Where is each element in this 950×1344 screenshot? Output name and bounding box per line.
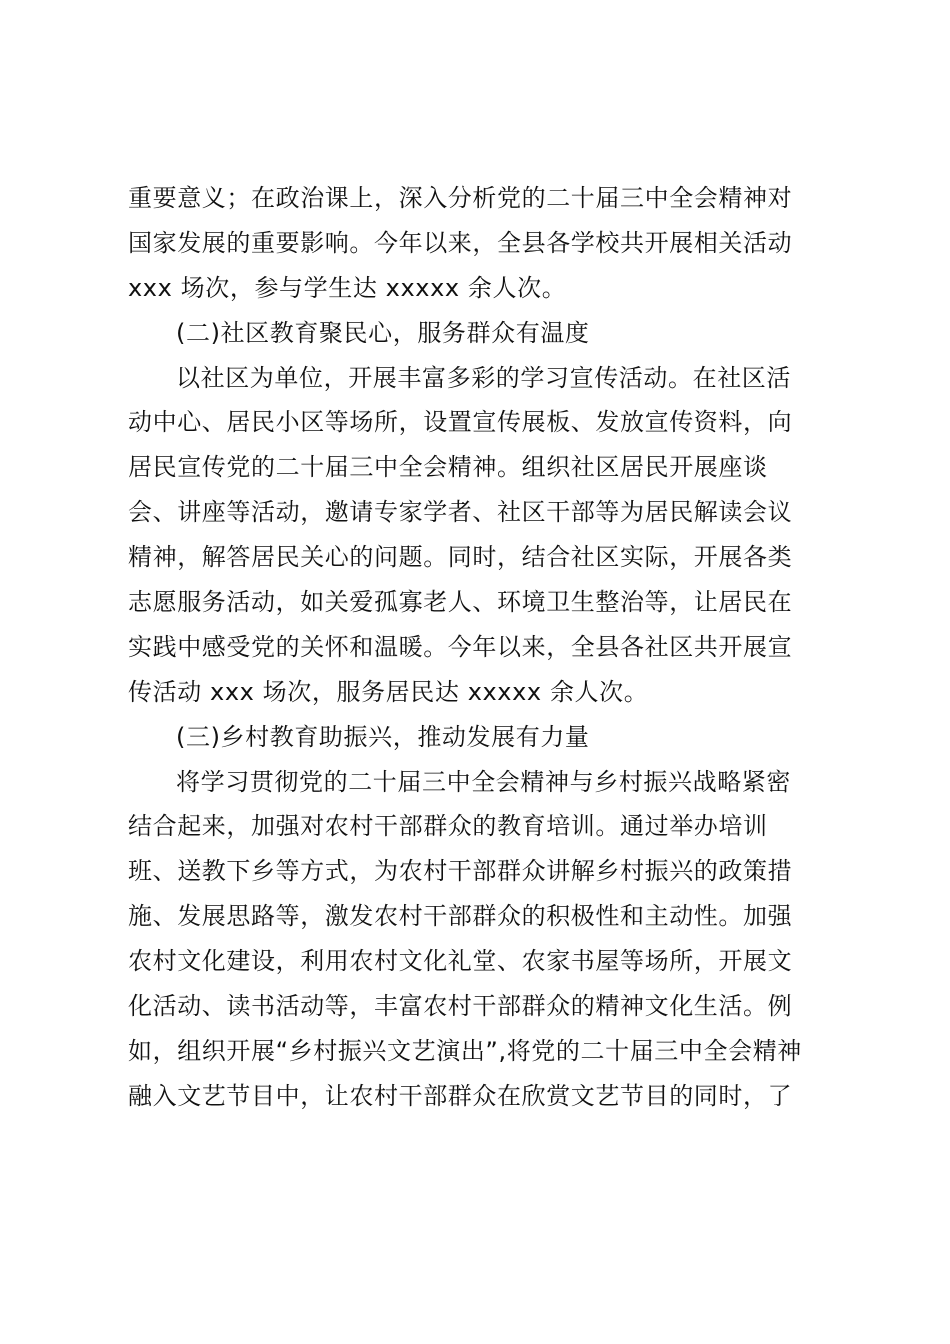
text-line: 居民宣传党的二十届三中全会精神。组织社区居民开展座谈 [128, 453, 768, 482]
document-body [128, 176, 848, 1119]
text-line: 班、送教下乡等方式，为农村干部群众讲解乡村振兴的政策措 [128, 857, 793, 886]
text-line: 会、讲座等活动，邀请专家学者、社区干部等为居民解读会议 [128, 498, 793, 527]
section-heading: (二)社区教育聚民心，服务群众有温度 [176, 318, 590, 347]
text-line: 结合起来，加强对农村干部群众的教育培训。通过举办培训 [128, 812, 768, 841]
text-line: 融入文艺节目中，让农村干部群众在欣赏文艺节目的同时，了 [128, 1081, 793, 1110]
paragraph-start-line: 以社区为单位，开展丰富多彩的学习宣传活动。在社区活 [176, 363, 791, 392]
text-line: 国家发展的重要影响。今年以来，全县各学校共开展相关活动 [128, 228, 793, 257]
text-line: 精神，解答居民关心的问题。同时，结合社区实际，开展各类 [128, 543, 793, 572]
text-line: 实践中感受党的关怀和温暖。今年以来，全县各社区共开展宣 [128, 632, 793, 661]
section-heading: (三)乡村教育助振兴，推动发展有力量 [176, 722, 590, 751]
text-line: 志愿服务活动，如关爱孤寡老人、环境卫生整治等，让居民在 [128, 588, 793, 617]
text-line: 农村文化建设，利用农村文化礼堂、农家书屋等场所，开展文 [128, 947, 793, 976]
text-line: xxx 场次，参与学生达 xxxxx 余人次。 [128, 273, 567, 302]
text-line: 动中心、居民小区等场所，设置宣传展板、发放宣传资料，向 [128, 408, 793, 437]
text-line: 传活动 xxx 场次，服务居民达 xxxxx 余人次。 [128, 677, 649, 706]
text-line: 重要意义；在政治课上，深入分析党的二十届三中全会精神对 [128, 184, 793, 212]
text-line: 化活动、读书活动等，丰富农村干部群众的精神文化生活。例 [128, 992, 793, 1021]
text-line: 施、发展思路等，激发农村干部群众的积极性和主动性。加强 [128, 902, 793, 931]
paragraph-start-line: 将学习贯彻党的二十届三中全会精神与乡村振兴战略紧密 [176, 767, 791, 796]
text-line: 如，组织开展“乡村振兴文艺演出”,将党的二十届三中全会精神 [128, 1036, 802, 1065]
